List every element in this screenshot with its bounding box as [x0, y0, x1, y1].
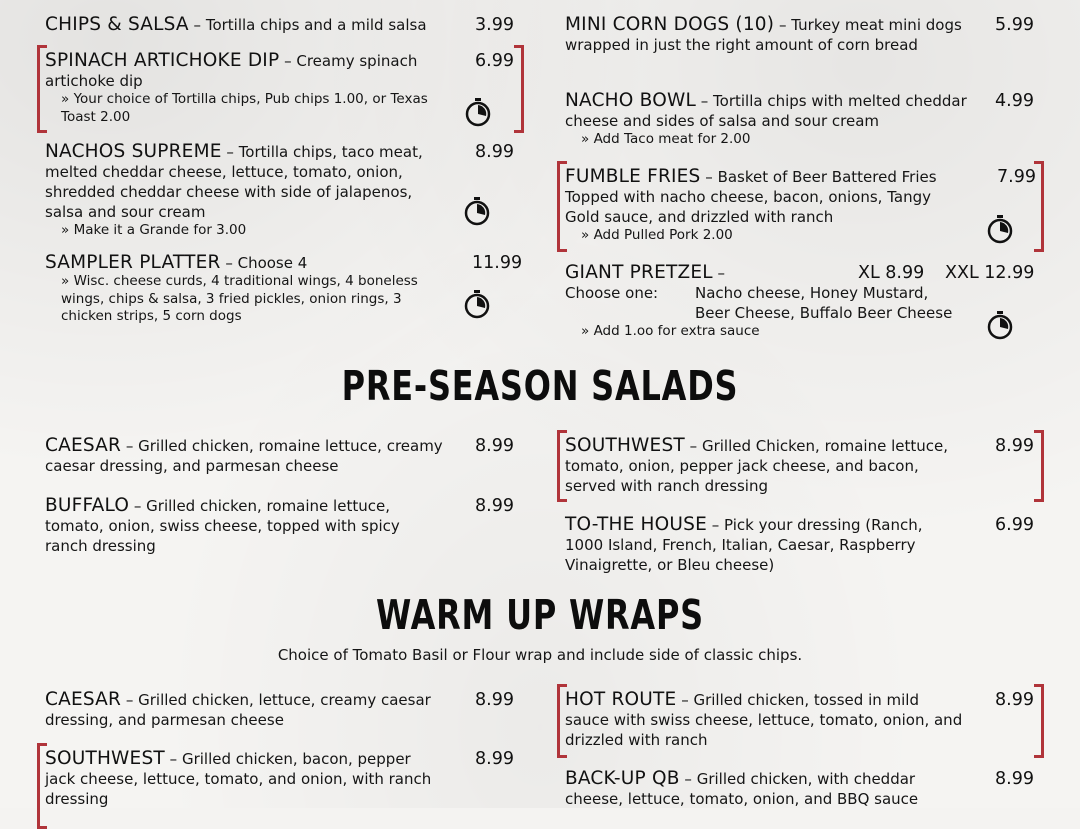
section-heading-wraps: WARM UP WRAPS — [376, 591, 704, 639]
menu-item-spinach-artichoke-dip — [45, 51, 465, 126]
item-price: 8.99 — [995, 436, 1034, 456]
stopwatch-icon — [463, 196, 491, 226]
item-desc: Choose 4 — [237, 254, 308, 272]
menu-item-to-the-house-salad — [565, 515, 965, 575]
menu-item-buffalo-salad — [45, 496, 445, 556]
item-name: GIANT PRETZEL — [565, 262, 713, 283]
item-name: SPINACH ARTICHOKE DIP — [45, 50, 280, 71]
item-price: 8.99 — [995, 690, 1034, 710]
dash: – — [193, 16, 202, 34]
menu-item-southwest-salad — [565, 436, 955, 496]
dash: – — [705, 168, 713, 186]
menu-item-sampler-platter — [45, 253, 455, 326]
item-name: SOUTHWEST — [45, 748, 165, 769]
dash: – — [717, 264, 726, 282]
item-desc: Tortilla chips and a mild salsa — [205, 16, 427, 34]
item-price: 8.99 — [995, 769, 1034, 789]
item-desc: Choose one: — [565, 284, 659, 302]
dash: – — [711, 516, 720, 534]
featured-bracket-right — [1034, 430, 1044, 502]
menu-item-mini-corn-dogs — [565, 15, 965, 55]
dash: – — [700, 92, 709, 110]
item-price: 6.99 — [995, 515, 1034, 535]
item-addon: » Add Pulled Pork 2.00 — [565, 227, 965, 245]
stopwatch-icon — [986, 214, 1014, 244]
item-addon: » Add 1.oo for extra sauce — [565, 323, 965, 341]
dash: – — [681, 691, 689, 709]
item-addon: » Your choice of Tortilla chips, Pub chips 1.00, or Texas Toast 2.00 — [45, 91, 451, 126]
item-price: 8.99 — [475, 142, 514, 162]
menu-item-chips-salsa — [45, 15, 465, 35]
menu-item-caesar-wrap — [45, 690, 445, 730]
item-name: NACHOS SUPREME — [45, 141, 222, 162]
menu-item-fumble-fries — [565, 167, 965, 245]
item-desc: Grilled chicken, romaine lettuce, creamy caesar dressing, and parmesan cheese — [45, 437, 443, 475]
item-name: SOUTHWEST — [565, 435, 685, 456]
menu-item-nachos-supreme — [45, 142, 445, 240]
item-name: BACK-UP QB — [565, 768, 680, 789]
menu-item-back-up-qb-wrap — [565, 769, 965, 809]
section-heading-salads: PRE-SEASON SALADS — [341, 362, 739, 410]
stopwatch-icon — [464, 97, 492, 127]
item-desc: Grilled Chicken, romaine lettuce, tomato, onion, pepper jack cheese, and bacon, served with ranch dressing — [565, 437, 948, 495]
item-name: BUFFALO — [45, 495, 130, 516]
item-choices: Nacho cheese, Honey Mustard, Beer Cheese, Buffalo Beer Cheese — [695, 284, 953, 322]
item-price: 4.99 — [995, 91, 1034, 111]
item-desc: Basket of Beer Battered Fries Topped with nacho cheese, bacon, onions, Tangy Gold sauce, and drizzled with ranch — [565, 168, 937, 226]
section-note-wraps: Choice of Tomato Basil or Flour wrap and include side of classic chips. — [277, 646, 803, 664]
item-desc: Grilled chicken, lettuce, creamy caesar dressing, and parmesan cheese — [45, 691, 431, 729]
item-name: NACHO BOWL — [565, 90, 696, 111]
item-price-xxl: XXL 12.99 — [945, 263, 1035, 283]
stopwatch-icon — [463, 289, 491, 319]
item-desc: Grilled chicken, with cheddar cheese, lettuce, tomato, onion, and BBQ sauce — [565, 770, 919, 808]
item-price: 8.99 — [475, 690, 514, 710]
item-price: 11.99 — [472, 253, 523, 273]
menu-item-southwest-wrap — [45, 749, 445, 809]
dash: – — [684, 770, 692, 788]
item-price: 6.99 — [475, 51, 514, 71]
dash: – — [169, 750, 178, 768]
item-name: SAMPLER PLATTER — [45, 252, 221, 273]
dash: – — [125, 437, 134, 455]
dash: – — [226, 143, 234, 161]
item-desc: Creamy spinach artichoke dip — [45, 52, 418, 90]
menu-item-caesar-salad — [45, 436, 445, 476]
stopwatch-icon — [986, 310, 1014, 340]
item-desc: Tortilla chips with melted cheddar cheese and sides of salsa and sour cream — [565, 92, 967, 130]
dash: – — [689, 437, 698, 455]
item-name: FUMBLE FRIES — [565, 166, 701, 187]
item-addon: » Make it a Grande for 3.00 — [45, 222, 445, 240]
item-name: CAESAR — [45, 689, 122, 710]
item-desc: Grilled chicken, romaine lettuce, tomato, onion, swiss cheese, topped with spicy ranch dressing — [45, 497, 400, 555]
item-price: 8.99 — [475, 496, 514, 516]
featured-bracket-right — [1034, 684, 1044, 758]
dash: – — [778, 16, 787, 34]
item-name: CAESAR — [45, 435, 122, 456]
dash: – — [225, 254, 233, 272]
item-price: 7.99 — [997, 167, 1036, 187]
item-name: TO-THE HOUSE — [565, 514, 707, 535]
dash: – — [125, 691, 134, 709]
featured-bracket-right — [514, 45, 524, 133]
item-name: MINI CORN DOGS (10) — [565, 14, 775, 35]
item-desc: Tortilla chips, taco meat, melted cheddar cheese, lettuce, tomato, onion, shredded cheddar cheese with side of jalapenos, salsa and sour cream — [45, 143, 423, 221]
item-desc: Grilled chicken, tossed in mild sauce with swiss cheese, lettuce, tomato, onion, and drizzled with ranch — [565, 691, 963, 749]
menu-item-nacho-bowl — [565, 91, 975, 149]
item-price: 5.99 — [995, 15, 1034, 35]
item-price: 8.99 — [475, 436, 514, 456]
dash: – — [133, 497, 142, 515]
item-name: HOT ROUTE — [565, 689, 677, 710]
item-desc: Turkey meat mini dogs wrapped in just the right amount of corn bread — [565, 16, 962, 54]
item-price: 8.99 — [475, 749, 514, 769]
menu-item-hot-route-wrap — [565, 690, 965, 750]
item-addon: » Add Taco meat for 2.00 — [565, 131, 975, 149]
item-price-xl: XL 8.99 — [858, 263, 925, 283]
item-desc: Pick your dressing (Ranch, 1000 Island, French, Italian, Caesar, Raspberry Vinaigrette, or Bleu cheese) — [565, 516, 923, 574]
item-addon: » Wisc. cheese curds, 4 traditional wings, 4 boneless wings, chips & salsa, 3 fried pickles, onion rings, 3 chicken strips, 5 corn dogs — [45, 273, 441, 326]
dash: – — [284, 52, 292, 70]
item-price: 3.99 — [475, 15, 514, 35]
item-desc: Grilled chicken, bacon, pepper jack cheese, lettuce, tomato, and onion, with ranch dressing — [45, 750, 432, 808]
item-name: CHIPS & SALSA — [45, 14, 189, 35]
